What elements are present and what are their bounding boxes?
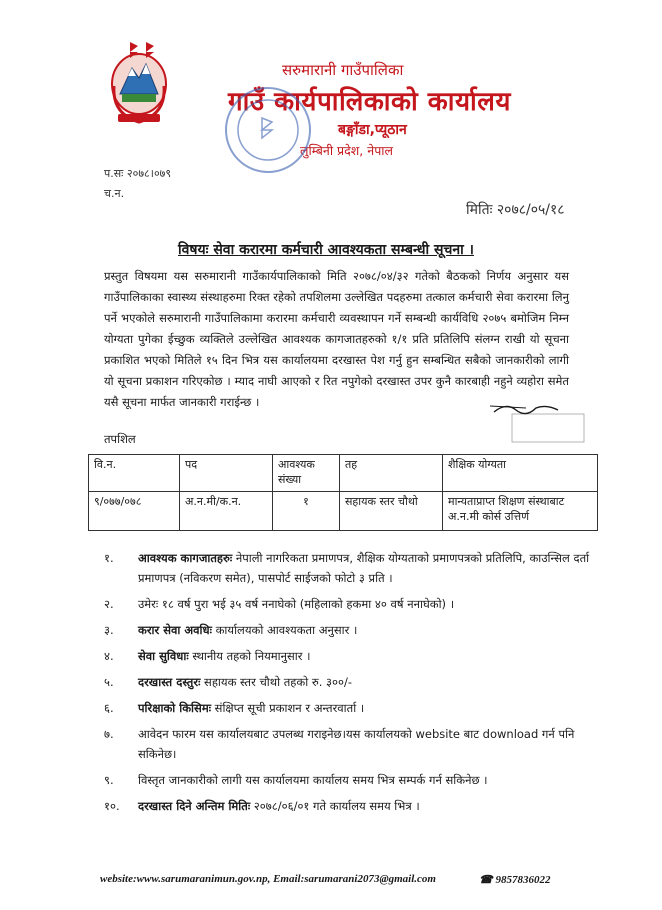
table-header-cell: शैक्षिक योग्यता bbox=[443, 455, 598, 492]
nepal-emblem-icon bbox=[108, 38, 170, 126]
table-row bbox=[89, 492, 598, 531]
list-item: १०. दरखास्त दिने अन्तिम मितिः २०७८/०६/०१ गते कार्यालय समय भित्र । bbox=[104, 799, 420, 813]
table-header-cell: आवश्यक संख्या bbox=[273, 455, 340, 492]
details-label: तपशिल bbox=[104, 432, 136, 446]
table-header-row bbox=[89, 455, 598, 492]
list-item: २. उमेरः १८ वर्ष पुरा भई ३५ वर्ष ननाघेको (महिलाको हकमा ४० वर्ष ननाघेको) । bbox=[104, 597, 455, 611]
list-item: ३. करार सेवा अवधिः कार्यालयको आवश्यकता अनुसार । bbox=[104, 623, 358, 637]
positions-table bbox=[88, 454, 598, 531]
office-title: गाउँ कार्यपालिकाको कार्यालय bbox=[228, 87, 511, 117]
notice-body: प्रस्तुत विषयमा यस सरुमारानी गाउँकार्यपालिकाको मिति २०७८/०४/३२ गतेको बैठकको निर्णय अनुसार यस गाउँपालिकाका स्वास्थ्य संस्थाहरुमा रिक्त रहेको तपशिलमा उल्लेखित पदहरुमा तत्काल कर्मचारी सेवा करारमा लिनु पर्ने भएकोले सरुमारानी गाउँपालिकामा करारमा कर्मचारी व्यवस्थापन गर्ने सम्बन्धी कार्यविधि २०७५ बमोजिम निम्न योग्यता पुगेका ईच्छुक व्यक्तिले उल्लेखित आवश्यक कागजातहरुको १/१ प्रति प्रतिलिपि संलग्न राखी यो सूचना प्रकाशित भएको मितिले १५ दिन भित्र यस कार्यालयमा दरखास्त पेश गर्नु हुन सम्बन्धित सबैको जानकारीको लागी यो सूचना प्रकाशन गरिएकोछ । म्याद नाघी आएको र रित नपुगेको दरखास्त उपर कुनै कारबाही नहुने व्यहोरा समेत यसै सूचना मार्फत जानकारी गराईन्छ । bbox=[104, 269, 569, 409]
table-cell: मान्यताप्राप्त शिक्षण संस्थाबाट अ.न.मी कोर्स उत्तिर्ण bbox=[443, 492, 598, 531]
list-item: ६. परिक्षाको किसिमः संक्षिप्त सूची प्रकाशन र अन्तरवार्ता । bbox=[104, 701, 365, 715]
signature-icon bbox=[486, 398, 586, 444]
footer-phone: ☎ 9857836022 bbox=[479, 874, 551, 886]
dispatch-number: च.न. bbox=[104, 187, 125, 200]
table-cell: सहायक स्तर चौथो bbox=[340, 492, 443, 531]
table-cell: १ bbox=[273, 492, 340, 531]
list-item: ९. विस्तृत जानकारीको लागी यस कार्यालयमा कार्यालय समय भित्र सम्पर्क गर्न सकिनेछ । bbox=[104, 773, 488, 787]
list-item: ५. दरखास्त दस्तुरः सहायक स्तर चौथो तहको रु. ३००/- bbox=[104, 675, 352, 689]
notice-subject: विषयः सेवा करारमा कर्मचारी आवश्यकता सम्बन्धी सूचना । bbox=[178, 242, 474, 258]
notice-date: मितिः २०७८/०५/१८ bbox=[466, 202, 565, 218]
table-cell: अ.न.मी/क.न. bbox=[180, 492, 273, 531]
municipality-name: सरुमारानी गाउँपालिका bbox=[282, 61, 404, 79]
table-header-cell: पद bbox=[180, 455, 273, 492]
requirements-list bbox=[104, 548, 594, 822]
office-province: लुम्बिनी प्रदेश, नेपाल bbox=[300, 143, 394, 158]
list-item: ७. आवेदन फारम यस कार्यालयबाट उपलब्ध गराइनेछ।यस कार्यालयको website बाट download गर्न पनि सकिनेछ। bbox=[104, 727, 575, 761]
table-cell: ९/०७७/०७८ bbox=[89, 492, 180, 531]
office-location: बङ्गाँडा,प्यूठान bbox=[338, 122, 407, 138]
letter-number: प.सः २०७८।०७९ bbox=[104, 167, 172, 180]
table-header-cell: वि.न. bbox=[89, 455, 180, 492]
table-header-cell: तह bbox=[340, 455, 443, 492]
office-stamp-icon bbox=[218, 80, 318, 180]
list-item: ४. सेवा सुविधाः स्थानीय तहको नियमानुसार । bbox=[104, 649, 311, 663]
list-item: १. आवश्यक कागजातहरुः नेपाली नागरिकता प्रमाणपत्र, शैक्षिक योग्यताको प्रमाणपत्रको प्रतिलिपि, काउन्सिल दर्ता प्रमाणपत्र (नविकरण समेत), पासपोर्ट साईजको फोटो ३ प्रति । bbox=[104, 551, 590, 585]
footer-contact: website:www.sarumaranimun.gov.np, Email:sarumarani2073@gmail.com bbox=[100, 873, 436, 885]
